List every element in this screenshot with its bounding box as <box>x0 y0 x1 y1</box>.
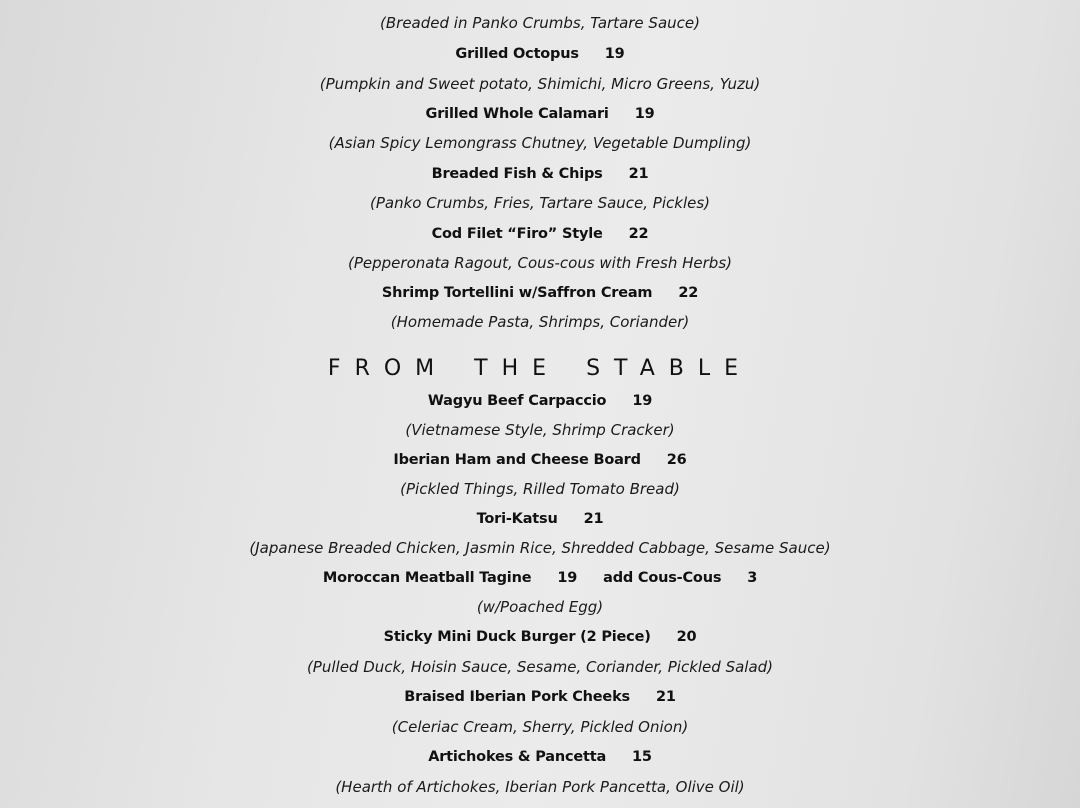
menu-item-description: (Celeriac Cream, Sherry, Pickled Onion) <box>391 718 689 736</box>
menu-item-price: 22 <box>678 285 699 301</box>
menu-item-braised-iberian-pork-cheeks <box>0 687 1080 707</box>
menu-item-moroccan-meatball-tagine <box>0 568 1080 588</box>
menu-item-description: (Pumpkin and Sweet potato, Shimichi, Micro Greens, Yuzu) <box>319 75 761 93</box>
menu-item-description: (Homemade Pasta, Shrimps, Coriander) <box>390 313 690 331</box>
menu-item-name: Wagyu Beef Carpaccio <box>427 393 607 409</box>
menu-item-price: 21 <box>583 511 604 527</box>
menu-item-name: Grilled Octopus <box>455 46 579 62</box>
section-title-word: THE <box>474 356 561 381</box>
section-title-word: FROM <box>327 356 449 381</box>
menu-item-name: Braised Iberian Pork Cheeks <box>404 689 630 705</box>
menu-item-name: Cod Filet “Firo” Style <box>431 226 603 242</box>
menu-item-description: (Breaded in Panko Crumbs, Tartare Sauce) <box>380 14 700 32</box>
menu-item-cod-filet <box>0 224 1080 244</box>
menu-item-iberian-ham-cheese-board <box>0 450 1080 470</box>
menu-item-name: Moroccan Meatball Tagine <box>322 570 532 586</box>
menu-item-price: 19 <box>634 106 655 122</box>
section-title <box>0 354 1080 384</box>
menu-item-grilled-octopus <box>0 44 1080 64</box>
menu-item-description: (Pulled Duck, Hoisin Sauce, Sesame, Coriander, Pickled Salad) <box>306 658 774 676</box>
menu-item-name: Artichokes & Pancetta <box>428 749 607 765</box>
menu-item-artichokes-pancetta <box>0 747 1080 767</box>
menu-item-description: (Pepperonata Ragout, Cous-cous with Fresh Herbs) <box>348 254 732 272</box>
menu-item-description: (Pickled Things, Rilled Tomato Bread) <box>400 480 680 498</box>
menu-item-breaded-fish-chips <box>0 164 1080 184</box>
menu-item-shrimp-tortellini <box>0 283 1080 303</box>
menu-item-addon-price: 3 <box>747 570 758 586</box>
menu-item-name: Grilled Whole Calamari <box>425 106 609 122</box>
menu-item-grilled-whole-calamari <box>0 104 1080 124</box>
menu-item-addon: add Cous-Cous <box>603 570 722 586</box>
menu-item-price: 22 <box>628 226 649 242</box>
menu-item-price: 15 <box>632 749 652 765</box>
menu-item-price: 26 <box>666 452 687 468</box>
menu-item-price: 19 <box>557 570 578 586</box>
menu-item-sticky-mini-duck-burger <box>0 627 1080 647</box>
menu-item-price: 19 <box>604 46 625 62</box>
menu-item-wagyu-beef-carpaccio <box>0 391 1080 411</box>
menu-item-description: (Hearth of Artichokes, Iberian Pork Pancetta, Olive Oil) <box>335 778 745 796</box>
menu-item-price: 21 <box>655 689 676 705</box>
menu-item-name: Shrimp Tortellini w/Saffron Cream <box>381 285 653 301</box>
menu-item-description: (Vietnamese Style, Shrimp Cracker) <box>405 421 675 439</box>
menu-item-name: Tori-Katsu <box>476 511 558 527</box>
menu-item-tori-katsu <box>0 509 1080 529</box>
menu-item-description: (Asian Spicy Lemongrass Chutney, Vegetable Dumpling) <box>328 134 752 152</box>
menu-item-description: (w/Poached Egg) <box>476 598 604 616</box>
menu-item-name: Sticky Mini Duck Burger (2 Piece) <box>383 629 651 645</box>
menu-item-price: 19 <box>632 393 653 409</box>
menu-item-description: (Panko Crumbs, Fries, Tartare Sauce, Pickles) <box>369 194 711 212</box>
menu-item-name: Iberian Ham and Cheese Board <box>393 452 641 468</box>
section-title-word: STABLE <box>586 356 753 381</box>
menu-item-description: (Japanese Breaded Chicken, Jasmin Rice, Shredded Cabbage, Sesame Sauce) <box>249 539 831 557</box>
menu-item-price: 21 <box>628 166 649 182</box>
menu-item-price: 20 <box>676 629 697 645</box>
menu-item-name: Breaded Fish & Chips <box>431 166 603 182</box>
